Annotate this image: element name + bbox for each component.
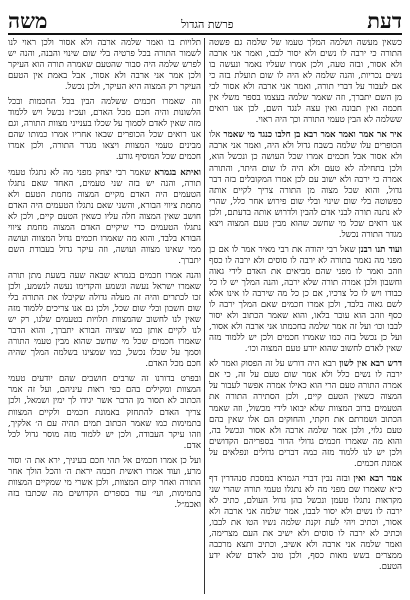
paragraph-body: שאמר רבי יצחק מפני מה לא נתגלו טעמי תורה, והנה יש בזה שני טעמים, האחד שאם נתגלו הטעמים היה האדם מקיים המצוה מחמת הטעם ולא מחמת ציווי הבורא, והשני שאם נתגלו הטעמים היה האדם חושב שאין המצוה חלה עליו כשאין הטעם קיים, ולכן לא נתגלו הטעמים כדי שיקיים האדם המצוה מחמת ציווי הבורא בלבד, והוא מה שאמרו חכמים גדול המצווה ועושה ממי שאינו מצווה ועושה, וזה עיקר גדול בעבודת השם יתברך.	[8, 167, 201, 266]
header-rule	[8, 33, 402, 35]
paragraph-lead: דרש רבא אין לשון	[339, 359, 402, 370]
paragraph: והנה אמרו חכמים בגמרא שבאה שעה בשעת מתן תורה שאמרו ישראל נעשה ונשמע והקדימו נעשה לנשמע, ולכן זכו לכתרים והיה זה מעלה גדולה שקיבלו את התורה בלי שום חשבון ובלי שום שכל, ולכן גם אנו צריכים ללמוד מזה שאין לנו לחשוב שהמצוות תלויות בטעמים שלנו, רק יש לנו לקיים אותן כמו שציוה הבורא יתברך, והוא הדבר שאמרו חכמים שכל מי שחשב שהוא מבין טעמי התורה וסמך על שכלו נכשל, כמו שמצינו בשלמה המלך שהיה חכם מכל האדם.	[8, 270, 201, 370]
paragraph: ועל כן אמרו חכמים אל תהי חכם בעיניך, ירא את ה׳ וסור מרע, ועוד אמרו ראשית חכמה יראת ה׳ והכל הולך אחר התורה ואחר קיום המצוות, ולכן אשרי מי שמקיים המצוות בתמימות, ועי׳ עוד בספרים הקדושים מה שכתבו בזה ואכמ״ל.	[8, 455, 201, 510]
paragraph	[209, 474, 402, 573]
column-divider	[204, 38, 205, 594]
paragraph: תלויות בו ואמר שלמה ארבה ולא אסור ולכן ראוי לנו לשמור התורה בכל פרטיה בלי שום שינוי והבנה, והנה יש לפרש שלמה היה סבור שהטעם שאמרה תורה הוא העיקר ולכן אמר אני ארבה ולא אסור, אבל באמת אין הטעם העיקר רק המצוה היא העיקר, ולכן נכשל.	[8, 38, 201, 93]
paragraph: כשאין מעשה ושלמה המלך טעמו של שלמה גם פשטה התורה כי ירבה לו נשים ולא יסור לבבו, ואמר אני ארבה ולא אסור, ובזה טעה, ולכן אמרו שעליו נאמר ונעשה בו נשים נכריות, והנה שלמה לא היה לו שום תועלת בזה כי אם לעבור על דברי תורה, ואמר אני ארבה ולא אסור לבי מן השם יתברך, וזה שאמר שלמה בעצמו בספר משלי אין חכמה ואין תבונה ואין עצה לנגד השם, לכן אנו רואים ששלמה לא הבין טעמי התורה וכך היה ראוי.	[209, 38, 402, 126]
header-center-text: פרשת הגדול	[181, 18, 234, 31]
paragraph-body: רבא היה דורש על זה הפסוק ואמר לא ירבה לו נשים כלל ולא אמר שום טעם על זה, כי אם אמרה התורה טעם הרי הוא כאילו אמרה אפשר לעבור על המצוה כשאין הטעם קיים, ולכן הסתירה התורה את הטעמים ברוב המצוות שלא יבואו לידי מכשול, וזה שאמר הכתוב ושמרתם את חקתי, והחוקים הם אלו שאין בהם טעם גלוי, ולכן אמר שלמה ארבה ולא אסור ונכשל בה, והוא מה שאמרו חכמים גדולי הדור בספריהם הקדושים ולכן יש לנו ללמוד מזה כמה דברים גדולים ונפלאים על אמונת חכמים.	[209, 359, 402, 469]
paragraph-lead: אמר רבא ואין	[353, 473, 402, 484]
paragraph	[209, 130, 402, 240]
paragraph: ובפרט בדורנו זה שרבים חושבים שהם יודעים טעמי המצוות ומקילים בהם כפי ראות עיניהם, ועל זה אמר הכתוב לא תסור מן הדבר אשר יגידו לך ימין ושמאל, ולכן צריך האדם להתחזק באמונת חכמים ולקיים המצוות בתמימות כמו שאמר הכתוב תמים תהיה עם ה׳ אלקיך, וזהו עיקר העבודה, ולכן יש ללמוד מזה מוסר גדול לכל אדם.	[8, 374, 201, 451]
paragraph-body: שאל רבי יהודה את רבי מאיר אמר לו אם כן מפני מה נאמר בתורה לא ירבה לו סוסים ולא ירבה לו כסף וזהב ואמר לו מפני שהם מביאים את האדם לידי גאוה וחשבון ולכן אמרה תורה שלא ירבה, והנה המלך יש לו כל כבודו ויש לו כל צרכיו, אם כן כל מה שירבה לו אינו אלא לשם גאוה בלבד, ולכן אמרו חכמים שאם המלך ירבה לו כסף וזהב הוא עובר בלאו, והוא שאמר הכתוב ולא יסור לבבו וכו׳ ועל זה אמר שלמה בחכמתו אני ארבה ולא אסור, ועל כן נכשל בזה כמו שאמרו חכמים ולכן יש ללמוד מזה שאין לאדם לחשוב שהוא יודע טעם המצוה וכו׳.	[209, 244, 402, 355]
paragraph-body: אלו הכופרים עלו שלמה בשבח גדול ולא היה, ואמר אני ארבה ולא אסור אבל חכמים אמרו שכל העושה כן ונכשל הוא, ולכן בתחילה לא טעם ולא היה לו שום היתר, והתורה אמרה כי ירבה ולא ישוב עם לכן אמרו המקובלים בזה דבר גדול, והוא שכל מצוה מן התורה צריך לקיים אותה כפשוטה בלי שום שינוי ובלי שום פירוש אחר כלל, שהרי לא נתנה תורה לבני אדם להבין ולדרוש אותה בדעתם, ולכן אנו רואים שכל מי שחשב שהוא מבין טעם המצוה ויצא מגדר התורה נכשל.	[209, 130, 402, 240]
paragraph-lead: ועוד תנו רבנן	[358, 244, 402, 255]
left-column	[8, 38, 201, 596]
paragraph-body: ובזה נבין דברי הגמרא במסכת סנהדרין דף כ״א שאמרו שם מפני מה לא נתגלו טעמי תורה שהרי שני מקראות נתגלו טעמן ונכשל בהן גדול העולם, כתיב לא ירבה לו נשים ולא יסור לבבו, אמר שלמה אני ארבה ולא אסור, וכתיב ויהי לעת זקנת שלמה נשיו הטו את לבבו, וכתיב לא ירבה לו סוסים ולא ישיב את העם מצרימה, ואמר שלמה אני ארבה ולא אשיב, וכתיב ותצא מרכבה ממצרים בשש מאות כסף, ולכן טוב לאדם שלא ידע הטעם.	[209, 473, 402, 573]
paragraph: וזה שאמרו חכמים ששלמה הבין בכל החכמות ובכל הלשונות והיה חכם מכל האדם, ועכ״ז נכשל ויש ללמוד מזה שאין לאדם לסמוך על שכלו בענייני מצוות התורה, וגם אנו רואים שכל הכופרים שבאו אחריו אמרו כמותו שהם מבינים טעמי המצוות ויצאו מגדר התורה, ולכן אמרו חכמים שכל המוסיף גורע.	[8, 97, 201, 163]
paragraph	[209, 245, 402, 355]
page-header	[8, 6, 402, 32]
right-column	[209, 38, 402, 596]
header-right-title: דעת	[367, 8, 402, 33]
paragraph-lead: איר אר אמר ואמר אמר רבא בן חלבו כנגד מי שאמר	[223, 130, 402, 141]
paragraph	[209, 359, 402, 469]
paragraph	[8, 168, 201, 267]
header-left-title: משה	[8, 8, 48, 33]
paragraph-lead: ואיתא בגמרא	[154, 167, 201, 178]
